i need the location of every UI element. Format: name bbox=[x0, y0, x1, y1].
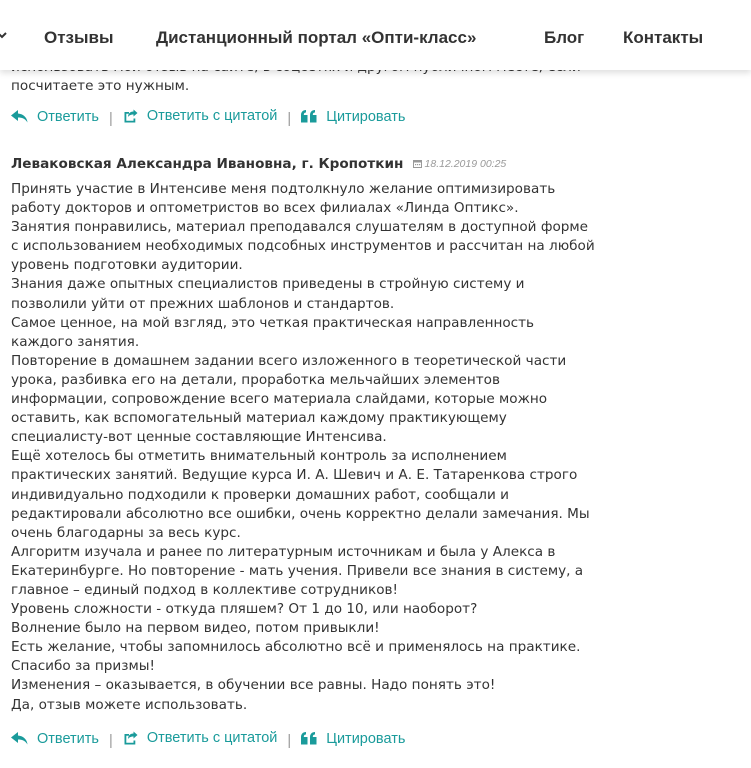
quote-link[interactable] bbox=[301, 109, 405, 125]
nav-item-contacts[interactable]: Контакты bbox=[623, 28, 704, 47]
quote-icon bbox=[301, 732, 317, 745]
reply-link[interactable] bbox=[11, 731, 99, 747]
calendar-icon bbox=[413, 159, 422, 168]
nav-item-reviews[interactable]: Отзывы bbox=[44, 28, 114, 47]
reply-icon bbox=[11, 732, 28, 745]
reply-with-quote-link[interactable] bbox=[123, 730, 278, 746]
chevron-down-icon[interactable] bbox=[0, 30, 7, 40]
previous-comment-text: посчитаете это нужным. bbox=[11, 77, 190, 94]
separator: | bbox=[287, 733, 292, 749]
reply-label: Ответить bbox=[37, 108, 99, 125]
nav-item-blog[interactable]: Блог bbox=[544, 28, 585, 47]
separator: | bbox=[109, 733, 113, 749]
review-author: Леваковская Александра Ивановна, г. Кропоткин bbox=[11, 156, 404, 172]
separator: | bbox=[109, 111, 113, 127]
review-actions bbox=[11, 730, 405, 750]
nav-item-distance-portal[interactable]: Дистанционный портал «Опти-класс» bbox=[156, 28, 477, 47]
reply-with-quote-label: Ответить с цитатой bbox=[146, 108, 278, 124]
review-text: Принять участие в Интенсиве меня подтолкнуло желание оптимизировать работу докторов и оптометристов во всех филиалах «Линда Оптикс». Занятия понравились, материал преподавался слушателям в доступной форме с использованием необходимых подсобных инструментов и рассчитан на любой уровень подготовки аудитории. Знания даже опытных специалистов приведены в стройную систему и позволили уйти от прежних шаблонов и стандартов. Самое ценное, на мой взгляд, это четкая практическая направленность каждого занятия. Повторение в домашнем задании всего изложенного в теоретической части урока, разбивка его на детали, проработка мельчайших элементов информации, сопровождение всего материала слайдами, которые можно оставить, как вспомогательный материал каждому практикующему специалисту-вот ценные составляющие Интенсива. Ещё хотелось бы отметить внимательный контроль за исполнением практических занятий. Ведущие курса И. А. Шевич и А. Е. Татаренкова строго индивидуально подходили к проверки домашних работ, сообщали и редактировали абсолютно все ошибки, очень корректно делали замечания. Мы очень благодарны за весь курс. Алгоритм изучала и ранее по литературным источникам и была у Алекса в Екатеринбурге. Но повторение - мать учения. Привели все знания в систему, а главное – единый подход в коллективе сотрудников! Уровень сложности - откуда пляшем? От 1 до 10, или наоборот? Волнение было на первом видео, потом привыкли! Есть желание, чтобы запомнилось абсолютно всё и применялось на практике. Спасибо за призмы! Изменения – оказывается, в обучении все равны. Надо понять это! Да, отзыв можете использовать. bbox=[11, 181, 595, 713]
review-date: 18.12.2019 00:25 bbox=[424, 157, 507, 170]
review-header bbox=[11, 153, 506, 172]
reply-icon bbox=[11, 110, 28, 123]
comment-actions bbox=[11, 108, 405, 128]
share-square-icon bbox=[123, 731, 138, 745]
reply-link[interactable] bbox=[11, 109, 99, 125]
quote-label: Цитировать bbox=[326, 730, 406, 747]
quote-label: Цитировать bbox=[326, 108, 406, 125]
quote-link[interactable] bbox=[301, 731, 405, 747]
quote-icon bbox=[301, 110, 317, 123]
top-navigation bbox=[0, 0, 751, 70]
reply-with-quote-link[interactable] bbox=[123, 108, 278, 124]
separator: | bbox=[287, 111, 292, 127]
reply-label: Ответить bbox=[37, 730, 99, 747]
reply-with-quote-label: Ответить с цитатой bbox=[146, 730, 278, 746]
review-date-block bbox=[413, 158, 507, 170]
share-square-icon bbox=[123, 109, 138, 123]
